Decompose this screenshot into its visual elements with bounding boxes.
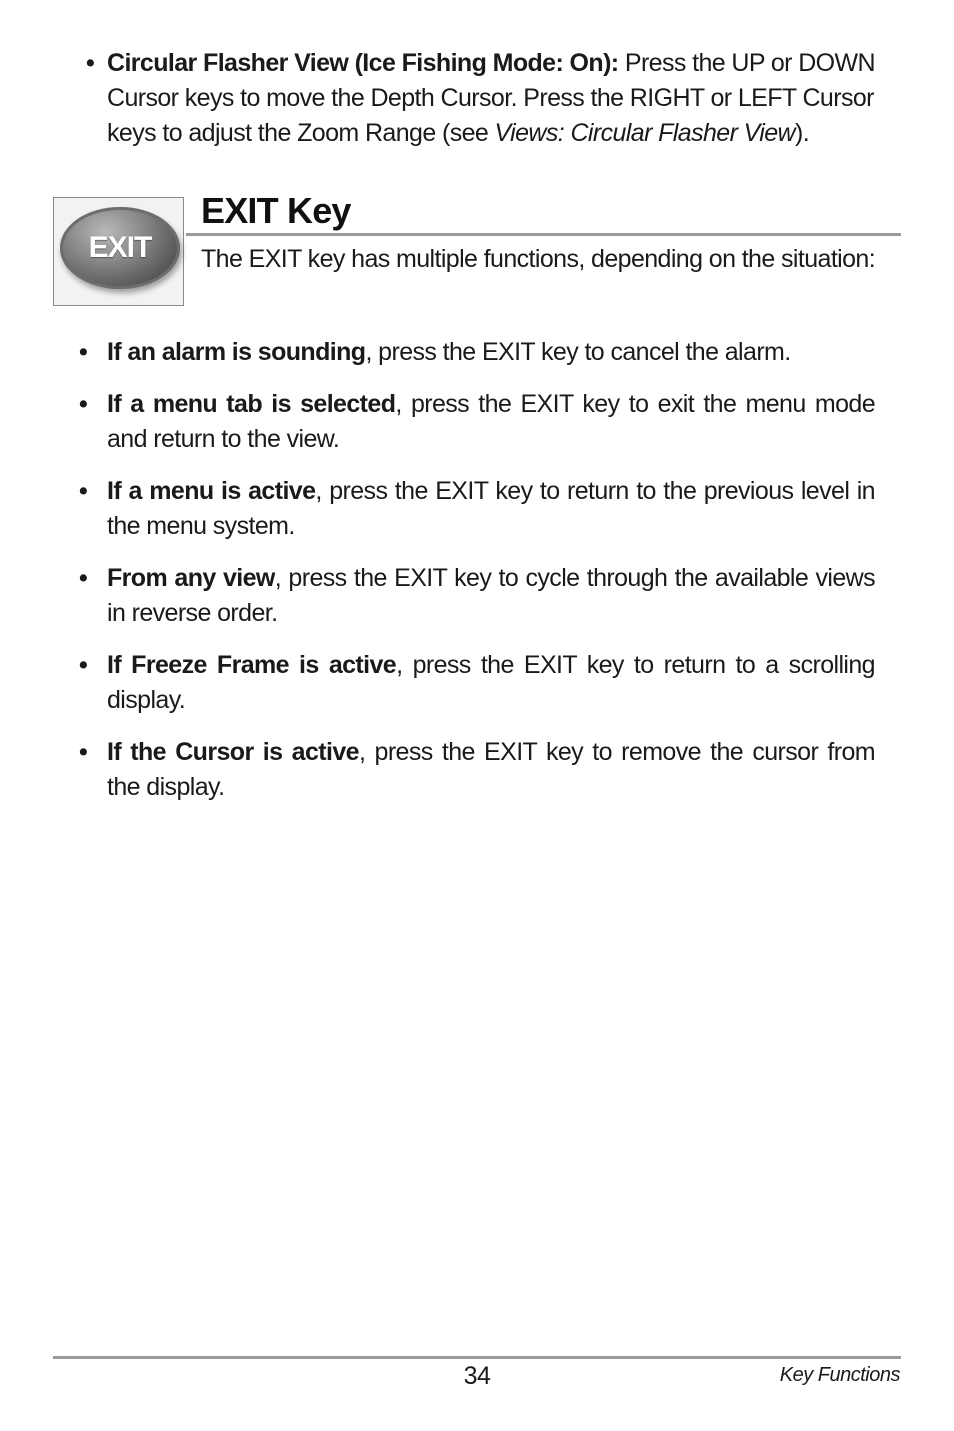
cross-reference: Views: Circular Flasher View <box>494 119 795 147</box>
bullet-dot: • <box>79 564 88 592</box>
bullet-dot: • <box>79 651 88 679</box>
exit-key-functions-list <box>79 335 875 822</box>
bullet-dot: • <box>79 477 88 505</box>
bullet-body-after: ). <box>794 119 810 147</box>
bullet-dot: • <box>79 390 88 418</box>
list-item-text: , press the EXIT key to return to a scrolling display. <box>107 651 875 714</box>
list-item-text: , press the EXIT key to return to the previous level in the menu system. <box>107 477 875 540</box>
bullet-text <box>107 46 876 151</box>
list-item-condition: If a menu tab is selected <box>107 390 396 418</box>
list-item-text: , press the EXIT key to cancel the alarm. <box>365 338 791 366</box>
bullet-body-before: Press the UP or DOWN Cursor keys to move the Depth Cursor. Press the RIGHT or LEFT Cursor keys to adjust the Zoom Range (see <box>107 49 875 147</box>
exit-key-icon-label: EXIT <box>88 231 152 264</box>
exit-key-button-icon <box>60 207 180 289</box>
footer-section-name: Key Functions <box>779 1364 900 1386</box>
list-item <box>79 387 875 457</box>
list-item-condition: If Freeze Frame is active <box>107 651 397 679</box>
list-item-condition: If an alarm is sounding <box>107 338 366 366</box>
bullet-dot: • <box>79 338 88 366</box>
bullet-bold-lead: Circular Flasher View (Ice Fishing Mode: On): <box>107 49 619 77</box>
list-item-condition: If a menu is active <box>107 477 316 505</box>
list-item <box>79 561 875 631</box>
bullet-dot: • <box>79 738 88 766</box>
list-item-text: , press the EXIT key to exit the menu mode and return to the view. <box>107 390 875 453</box>
section-title: EXIT Key <box>201 190 351 231</box>
section-intro: The EXIT key has multiple functions, depending on the situation: <box>201 245 876 273</box>
list-item-text: , press the EXIT key to cycle through the available views in reverse order. <box>107 564 875 627</box>
list-item <box>79 735 875 805</box>
list-item-condition: From any view <box>107 564 275 592</box>
circular-flasher-view-bullet <box>86 46 876 151</box>
bullet-dot: • <box>86 49 95 77</box>
list-item-condition: If the Cursor is active <box>107 738 359 766</box>
heading-divider <box>186 233 901 236</box>
page-number: 34 <box>463 1362 491 1390</box>
list-item <box>79 648 875 718</box>
exit-key-icon-frame <box>53 197 184 306</box>
list-item <box>79 335 875 370</box>
list-item <box>79 474 875 544</box>
list-item-text: , press the EXIT key to remove the cursor from the display. <box>107 738 876 801</box>
footer-divider <box>53 1356 901 1359</box>
